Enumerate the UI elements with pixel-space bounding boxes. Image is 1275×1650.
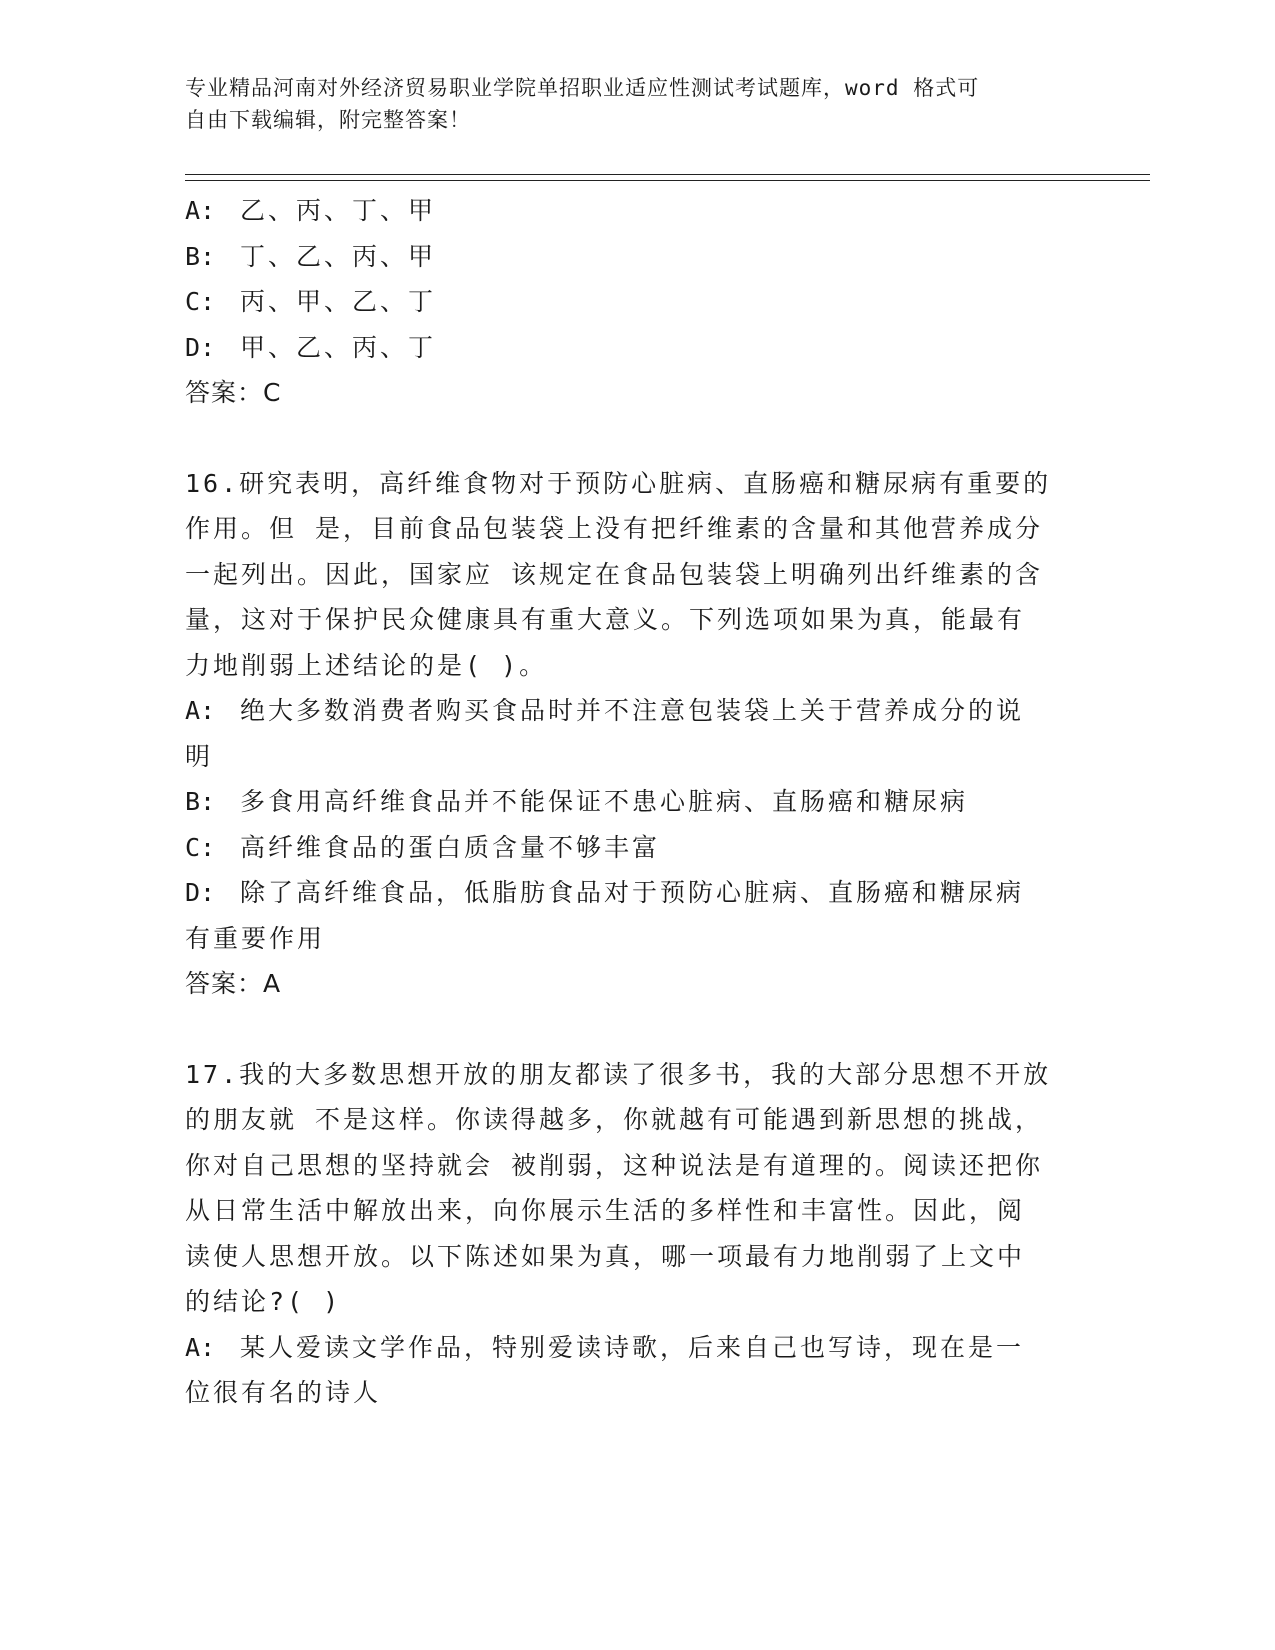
option-a [185,1325,1075,1371]
option-label: D: [185,332,216,362]
answer-line: 答案：C [185,378,282,407]
option-label: C: [185,287,216,316]
option-label: A: [185,696,216,725]
option-text: 丙、甲、乙、丁 [240,287,437,316]
header-rule-bottom [185,180,1150,181]
option-c [185,279,1075,325]
prev-question [185,188,1075,416]
option-text: 乙、丙、丁、甲 [240,196,437,225]
question-line: 从日常生活中解放出来，向你展示生活的多样性和丰富性。因此，阅 [185,1196,1026,1225]
option-text: 绝大多数消费者购买食品时并不注意包装袋上关于营养成分的说 [240,696,1025,725]
question-line: 16.研究表明，高纤维食物对于预防心脏病、直肠癌和糖尿病有重要的 [185,468,1052,498]
header-line-2: 自由下载编辑，附完整答案！ [185,108,471,132]
option-b [185,234,1075,280]
option-label: B: [185,787,216,816]
spacer [185,416,1075,461]
option-label: D: [185,878,216,907]
question-line: 作用。但 是，目前食品包装袋上没有把纤维素的含量和其他营养成分 [185,514,1044,543]
header-line-1: 专业精品河南对外经济贸易职业学院单招职业适应性测试考试题库，word 格式可 [185,76,980,100]
option-d [185,870,1075,916]
option-text: 多食用高纤维食品并不能保证不患心脏病、直肠癌和糖尿病 [240,787,969,816]
option-c [185,825,1075,871]
question-line: 17.我的大多数思想开放的朋友都读了很多书，我的大部分思想不开放 [185,1059,1052,1089]
question-content [185,188,1075,1416]
option-b [185,779,1075,825]
question-line: 你对自己思想的坚持就会 被削弱，这种说法是有道理的。阅读还把你 [185,1150,1044,1180]
question-line: 的结论?( ) [185,1287,342,1316]
option-a [185,688,1075,734]
option-continuation: 有重要作用 [185,923,326,953]
option-d [185,325,1075,371]
answer-line: 答案：A [185,969,282,998]
question-line: 力地削弱上述结论的是( )。 [185,650,548,680]
question-line: 量，这对于保护民众健康具有重大意义。下列选项如果为真，能最有 [185,605,1026,634]
option-continuation: 明 [185,741,214,771]
spacer [185,1007,1075,1052]
option-label: A: [185,1332,216,1362]
question-line: 一起列出。因此，国家应 该规定在食品包装袋上明确列出纤维素的含 [185,559,1044,589]
option-text: 甲、乙、丙、丁 [240,332,437,362]
option-text: 除了高纤维食品，低脂肪食品对于预防心脏病、直肠癌和糖尿病 [240,878,1025,907]
question-line: 读使人思想开放。以下陈述如果为真，哪一项最有力地削弱了上文中 [185,1241,1026,1271]
option-continuation: 位很有名的诗人 [185,1378,382,1407]
option-label: C: [185,832,216,862]
option-text: 高纤维食品的蛋白质含量不够丰富 [240,832,661,862]
option-label: A: [185,196,216,225]
page-header [185,72,1065,136]
option-text: 某人爱读文学作品，特别爱读诗歌，后来自己也写诗，现在是一 [240,1332,1025,1362]
question-17 [185,1052,1075,1416]
option-text: 丁、乙、丙、甲 [240,241,437,271]
header-rule-top [185,174,1150,175]
option-label: B: [185,241,216,271]
option-a [185,188,1075,234]
question-16 [185,461,1075,1007]
question-line: 的朋友就 不是这样。你读得越多，你就越有可能遇到新思想的挑战， [185,1105,1044,1134]
